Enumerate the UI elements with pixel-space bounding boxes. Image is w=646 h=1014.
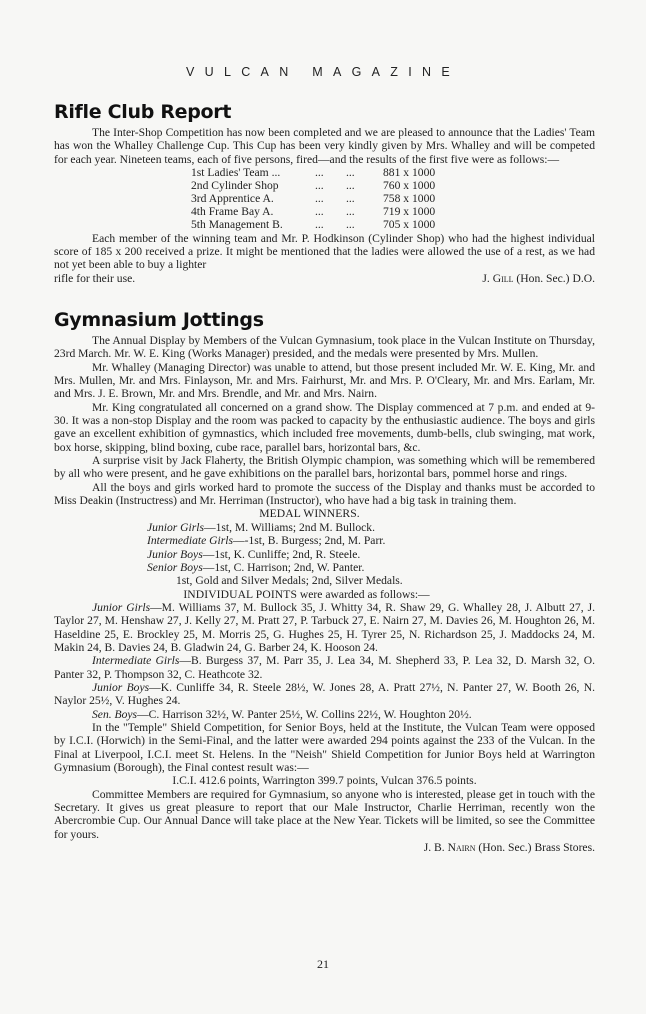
rifle-signature <box>482 272 595 285</box>
gym-signature-line <box>54 841 595 854</box>
final-result: I.C.I. 412.6 points, Warrington 399.7 points, Vulcan 376.5 points. <box>172 774 477 788</box>
result-team: 1st Ladies' Team ... <box>191 166 281 180</box>
gym-paragraph: All the boys and girls worked hard to promote the success of the Display and thanks must be accorded to Miss Deakin (Instructress) and Mr. Herriman (Instructor), who have had a big task in training them. <box>54 480 595 508</box>
leader-dots: ... <box>315 205 324 219</box>
medal-note: 1st, Gold and Silver Medals; 2nd, Silver Medals. <box>176 574 403 588</box>
signature-role: (Hon. Sec.) D.O. <box>516 271 595 285</box>
result-score: 760 x 1000 <box>383 179 436 193</box>
medal-text: —-1st, B. Burgess; 2nd, M. Parr. <box>232 534 386 548</box>
medal-category: Junior Boys <box>147 547 203 561</box>
points-heading-rest: were awarded as follows:— <box>299 587 430 601</box>
result-team: 2nd Cylinder Shop <box>191 179 279 193</box>
points-paragraph <box>54 601 595 654</box>
result-row <box>191 166 595 179</box>
rifle-club-section <box>54 101 595 285</box>
shield-paragraph: In the "Temple" Shield Competition, for Senior Boys, held at the Institute, the Vulcan Team were opposed by I.C.I. (Horwich) in the Semi-Final, and the latter were awarded 294 points against the 233 of the Vulcan. In the Final at Liverpool, I.C.I. meet St. Helens. In the "Neish" Shield Competition for Junior Boys held at Warrington Gymnasium (Borough), the Final contest result was:— <box>54 720 595 774</box>
rifle-signature-line <box>54 272 595 285</box>
rifle-closing-paragraph: Each member of the winning team and Mr. P. Hodkinson (Cylinder Shop) who had the highest individual score of 185 x 200 received a prize. It might be mentioned that the ladies were allowed the use of a rest, as we had not yet been able to buy a lighter <box>54 231 595 272</box>
leader-dots: ... <box>346 166 355 180</box>
rifle-club-title: Rifle Club Report <box>54 101 232 123</box>
result-row <box>191 205 595 218</box>
result-team: 5th Management B. <box>191 218 283 232</box>
points-category: Sen. Boys <box>92 707 138 721</box>
medal-winner-line <box>147 548 595 561</box>
signature-name: Nairn <box>447 841 476 855</box>
rifle-results-table <box>191 166 595 231</box>
points-category: Junior Boys <box>92 680 150 694</box>
points-category: Junior Girls <box>92 600 151 614</box>
result-row <box>191 218 595 231</box>
gym-paragraph: Mr. Whalley (Managing Director) was unable to attend, but those present included Mr. W. E. King, Mr. and Mrs. Mullen, Mr. and Mrs. Finlayson, Mr. and Mrs. Fairhurst, Mr. and Mrs. P. O'Cleary, Mr. and Mrs. Earlam, Mr. and Mrs. J. E. Brown, Mr. and Mrs. Brendle, and Mr. and Mrs. Nairn. <box>54 360 595 401</box>
gymnasium-title: Gymnasium Jottings <box>54 309 264 331</box>
leader-dots: ... <box>346 179 355 193</box>
points-text: —M. Williams 37, M. Bullock 35, J. Whitty 34, R. Shaw 29, G. Whalley 28, J. Albutt 27, J. Taylor 27, M. Henshaw 27, J. Kelly 27, M. Pratt 27, P. Tarbuck 27, E. Nairn 27, M. Davies 26, M. Houghton 26, M. Haseldine 25, E. Brockley 25, M. Morris 25, G. Hughes 25, H. Tyrer 25, N. Richardson 25, J. Maddocks 24, M. Makin 24, B. Davies 24, B. Gladwin 24, G. Barber 24, K. Hooson 24. <box>54 600 595 654</box>
rifle-intro-paragraph: The Inter-Shop Competition has now been completed and we are pleased to announce that the Ladies' Team has won the Whalley Challenge Cup. This Cup has been very kindly given by Mrs. Whalley and will be competed for each year. Nineteen teams, each of five persons, fired—and the results of the first five were as follows:— <box>54 126 595 166</box>
rifle-closing-end: rifle for their use. <box>54 271 136 285</box>
leader-dots: ... <box>315 179 324 193</box>
signature-name: J. Gill <box>482 271 514 285</box>
points-text: —C. Harrison 32½, W. Panter 25½, W. Collins 22½, W. Houghton 20½. <box>137 707 472 721</box>
leader-dots: ... <box>315 166 324 180</box>
medal-text: —1st, M. Williams; 2nd M. Bullock. <box>204 520 375 534</box>
points-paragraph <box>54 654 595 681</box>
points-text: —B. Burgess 37, M. Parr 35, J. Lea 34, M. Shepherd 33, P. Lea 32, D. Marsh 32, O. Panter 32, P. Thompson 32, C. Heathcote 32. <box>54 654 595 681</box>
leader-dots: ... <box>315 192 324 206</box>
result-row <box>191 192 595 205</box>
medal-winner-line <box>147 521 595 534</box>
leader-dots: ... <box>346 192 355 206</box>
result-row <box>191 179 595 192</box>
medal-text: —1st, K. Cunliffe; 2nd, R. Steele. <box>202 547 361 561</box>
committee-paragraph: Committee Members are required for Gymnasium, so anyone who is interested, please get in touch with the Secretary. It gives us great pleasure to report that our Male Instructor, Charlie Herriman, recently won the Abercrombie Cup. Our Annual Dance will take place at the New Year. Tickets will be limited, so see the Committee for yours. <box>54 787 595 841</box>
signature-role: (Hon. Sec.) Brass Stores. <box>478 841 595 855</box>
points-category: Intermediate Girls <box>92 654 180 668</box>
points-paragraph <box>54 708 595 721</box>
medal-category: Junior Girls <box>147 520 205 534</box>
running-head: VULCAN MAGAZINE <box>186 65 460 79</box>
result-team: 3rd Apprentice A. <box>191 192 274 206</box>
medal-winners-heading: MEDAL WINNERS. <box>259 507 360 521</box>
result-score: 705 x 1000 <box>383 218 436 232</box>
leader-dots: ... <box>346 205 355 219</box>
result-score: 719 x 1000 <box>383 205 436 219</box>
gym-paragraph: Mr. King congratulated all concerned on a grand show. The Display commenced at 7 p.m. and ended at 9-30. It was a non-stop Display and the room was packed to capacity by the enthusiastic audience. The boys and girls gave an excellent exhibition of gymnastics, which included free movements, dumb-bells, club swinging, mat work, box horse, skipping, blind boxing, cube race, parallel bars, horizontal bars, &c. <box>54 400 595 454</box>
medal-winner-line <box>147 561 595 574</box>
result-score: 881 x 1000 <box>383 166 436 180</box>
points-text: —K. Cunliffe 34, R. Steele 28½, W. Jones 28, A. Pratt 27½, N. Panter 27, W. Booth 26, N. Naylor 25½, V. Hughes 24. <box>54 680 595 708</box>
medal-winner-line <box>147 534 595 547</box>
gym-signature <box>424 841 595 854</box>
points-heading <box>54 588 595 601</box>
result-team: 4th Frame Bay A. <box>191 205 274 219</box>
medal-text: —1st, C. Harrison; 2nd, W. Panter. <box>202 560 365 574</box>
medal-category: Intermediate Girls <box>147 534 233 548</box>
points-heading-caps: INDIVIDUAL POINTS <box>183 587 297 601</box>
leader-dots: ... <box>315 218 324 232</box>
result-score: 758 x 1000 <box>383 192 436 206</box>
gymnasium-section <box>54 309 595 854</box>
gym-paragraph: A surprise visit by Jack Flaherty, the British Olympic champion, was something which will be remembered by all who were present, and he gave exhibitions on the parallel bars, horizontal bars, pommel horse and rings. <box>54 454 595 481</box>
leader-dots: ... <box>346 218 355 232</box>
medal-category: Senior Boys <box>147 560 203 574</box>
signature-initials: J. B. <box>423 841 445 855</box>
page-number: 21 <box>317 957 329 971</box>
points-paragraph <box>54 681 595 708</box>
gym-paragraph: The Annual Display by Members of the Vulcan Gymnasium, took place in the Vulcan Institute on Thursday, 23rd March. Mr. W. E. King (Works Manager) presided, and the medals were presented by Mrs. Mullen. <box>54 334 595 361</box>
